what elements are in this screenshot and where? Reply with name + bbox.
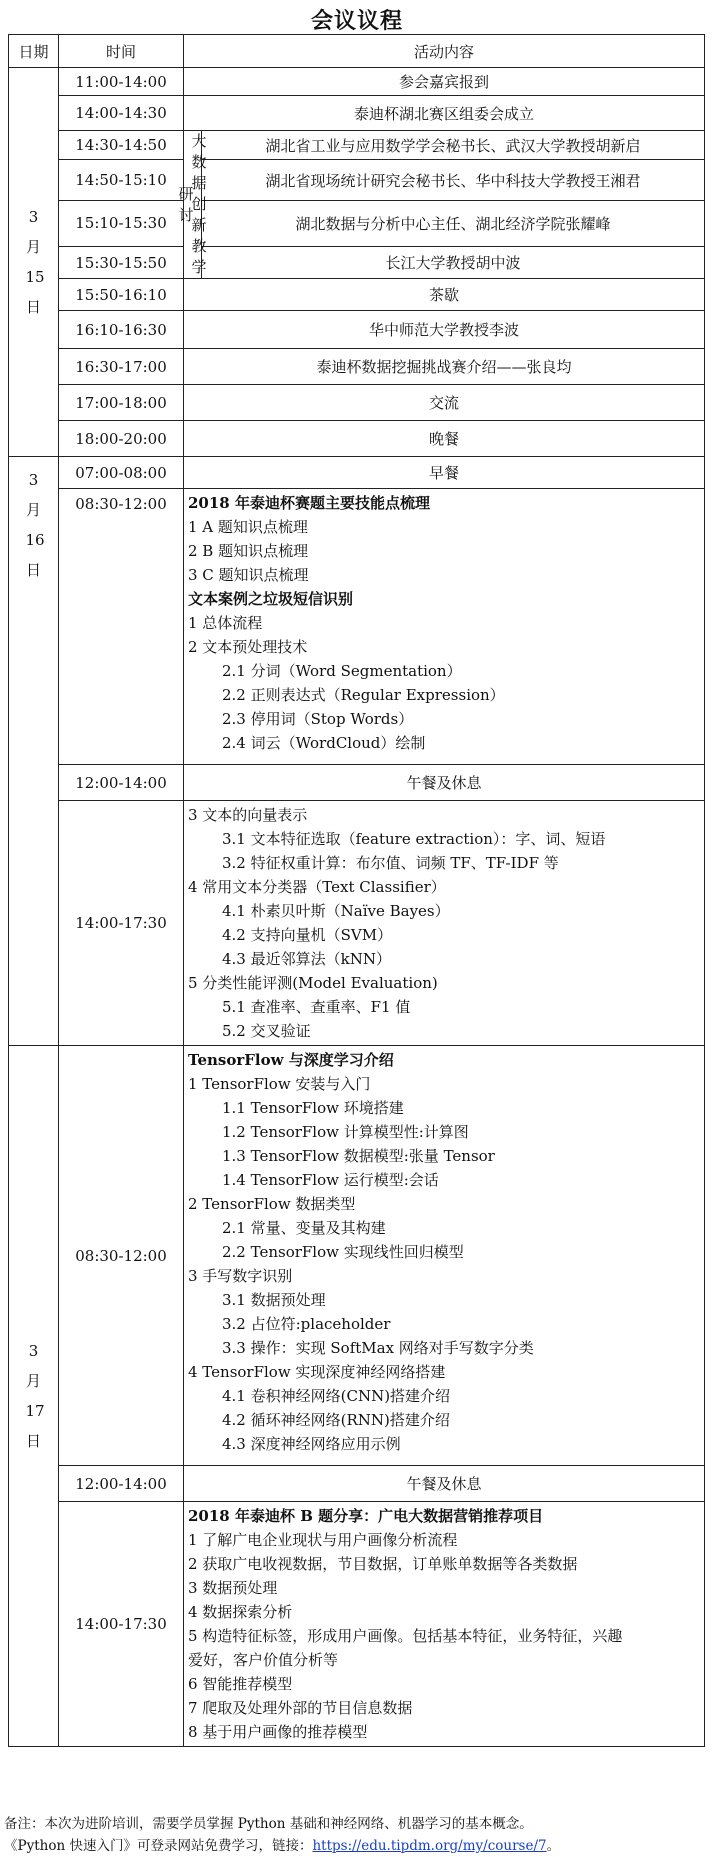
activity-cell: 泰迪杯数据挖掘挑战赛介绍——张良均 — [184, 349, 705, 385]
activity-cell: 参会嘉宾报到 — [184, 68, 705, 96]
date-day1: 3 月 15 日 — [9, 68, 59, 457]
time-cell: 08:30-12:00 — [59, 489, 184, 765]
time-cell: 18:00-20:00 — [59, 421, 184, 457]
session-content: 2018 年泰迪杯 B 题分享：广电大数据营销推荐项目 1 了解广电企业现状与用户画像分析流程 2 获取广电收视数据，节目数据，订单账单数据等各类数据 3 数据预处理 4 数据探索分析 5 构造特征标签，形成用户画像。包括基本特征，业务特征，兴趣 爱好，客户价值分析等 6 智能推荐模型 7 爬取及处理外部的节目信息数据 8 基于用户画像的推荐模型 — [184, 1502, 705, 1747]
agenda-table — [8, 34, 705, 1747]
activity-cell: 早餐 — [184, 457, 705, 489]
time-cell: 15:10-15:30 — [59, 200, 184, 246]
time-cell: 14:00-17:30 — [59, 1502, 184, 1747]
time-cell: 11:00-14:00 — [59, 68, 184, 96]
note-line-2: 《Python 快速入门》可登录网站免费学习，链接：https://edu.tipdm.org/my/course/7。 — [4, 1838, 561, 1854]
time-cell: 12:00-14:00 — [59, 765, 184, 801]
time-cell: 14:50-15:10 — [59, 160, 184, 200]
activity-cell: 长江大学教授胡中波 — [202, 247, 705, 279]
activity-cell: 午餐及休息 — [184, 765, 705, 801]
page-title: 会议议程 — [310, 9, 403, 34]
time-cell: 14:00-14:30 — [59, 96, 184, 131]
session-content: TensorFlow 与深度学习介绍 1 TensorFlow 安装与入门 1.1 TensorFlow 环境搭建 1.2 TensorFlow 计算模型性:计算图 1.3 TensorFlow 数据模型:张量 Tensor 1.4 TensorFlow 运行模型:会话 2 TensorFlow 数据类型 2.1 常量、变量及其构建 2.2 TensorFlow 实现线性回归模型 3 手写数字识别 3.1 数据预处理 3.2 占位符:placeholder 3.3 操作：实现 SoftMax 网络对手写数字分类 4 TensorFlow 实现深度神经网络搭建 4.1 卷积神经网络(CNN)搭建介绍 4.2 循环神经网络(RNN)搭建介绍 4.3 深度神经网络应用示例 — [184, 1046, 705, 1466]
course-link[interactable]: https://edu.tipdm.org/my/course/7 — [312, 1838, 547, 1854]
header-time: 时间 — [59, 35, 184, 68]
time-cell: 16:10-16:30 — [59, 311, 184, 349]
header-row — [9, 35, 705, 68]
activity-cell: 湖北省现场统计研究会秘书长、华中科技大学教授王湘君 — [202, 160, 705, 200]
time-cell: 12:00-14:00 — [59, 1466, 184, 1502]
time-cell: 14:00-17:30 — [59, 801, 184, 1046]
time-cell: 16:30-17:00 — [59, 349, 184, 385]
session-content: 3 文本的向量表示 3.1 文本特征选取（feature extraction）：字、词、短语 3.2 特征权重计算：布尔值、词频 TF、TF-IDF 等 4 常用文本分类器（Text Classifier） 4.1 朴素贝叶斯（Naïve Bayes） 4.2 支持向量机（SVM） 4.3 最近邻算法（kNN） 5 分类性能评测(Model Evaluation) 5.1 查准率、查重率、F1 值 5.2 交叉验证 — [184, 801, 705, 1046]
date-day2: 3 月 16 日 — [9, 457, 59, 1046]
time-cell: 15:50-16:10 — [59, 279, 184, 311]
header-date: 日期 — [9, 35, 59, 68]
activity-cell: 晚餐 — [184, 421, 705, 457]
activity-cell: 泰迪杯湖北赛区组委会成立 — [184, 96, 705, 131]
header-content: 活动内容 — [184, 35, 705, 68]
note-line-1: 备注：本次为进阶培训，需要学员掌握 Python 基础和神经网络、机器学习的基本概念。 — [4, 1816, 533, 1832]
activity-cell: 午餐及休息 — [184, 1466, 705, 1502]
seminar-label: 研 讨 大 数 据 创 新 教 学 — [184, 131, 202, 279]
activity-cell: 湖北省工业与应用数学学会秘书长、武汉大学教授胡新启 — [202, 131, 705, 160]
time-cell: 17:00-18:00 — [59, 385, 184, 421]
session-content: 2018 年泰迪杯赛题主要技能点梳理 1 A 题知识点梳理 2 B 题知识点梳理 3 C 题知识点梳理 文本案例之垃圾短信识别 1 总体流程 2 文本预处理技术 2.1 分词（Word Segmentation） 2.2 正则表达式（Regular Expression） 2.3 停用词（Stop Words） 2.4 词云（WordCloud）绘制 — [184, 489, 705, 765]
time-cell: 15:30-15:50 — [59, 247, 184, 279]
activity-cell: 茶歇 — [184, 279, 705, 311]
time-cell: 07:00-08:00 — [59, 457, 184, 489]
activity-cell: 华中师范大学教授李波 — [184, 311, 705, 349]
time-cell: 14:30-14:50 — [59, 131, 184, 160]
activity-cell: 交流 — [184, 385, 705, 421]
time-cell: 08:30-12:00 — [59, 1046, 184, 1466]
date-day3: 3 月 17 日 — [9, 1046, 59, 1747]
activity-cell: 湖北数据与分析中心主任、湖北经济学院张耀峰 — [202, 200, 705, 246]
